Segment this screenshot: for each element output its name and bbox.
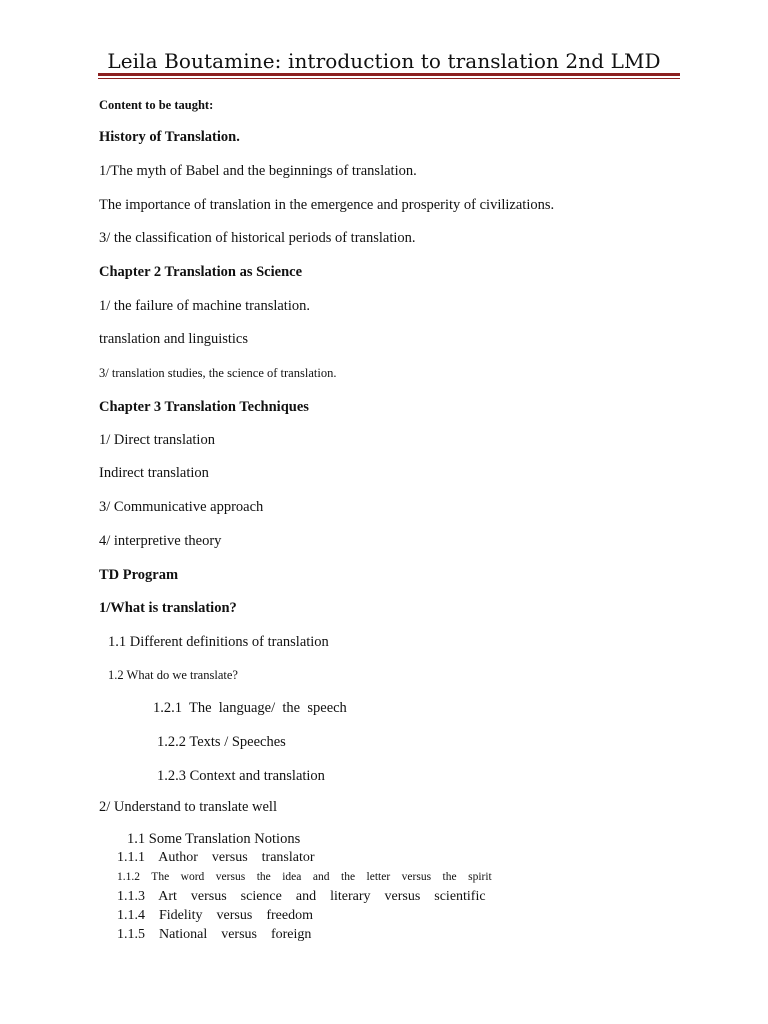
chapter3-heading: Chapter 3 Translation Techniques — [99, 399, 309, 415]
understand-heading: 2/ Understand to translate well — [99, 799, 277, 815]
chapter2-item-2: translation and linguistics — [99, 331, 249, 347]
national-foreign-item: 1.1.5 National versus foreign — [117, 927, 312, 942]
chapter2-item-1: 1/ the failure of machine translation. — [99, 298, 310, 314]
author-translator-item: 1.1.1 Author versus translator — [117, 850, 315, 865]
header-rule-thin — [98, 78, 680, 79]
chapter2-item-3: 3/ translation studies, the science of translation. — [99, 366, 337, 380]
what-translate-item: 1.2 What do we translate? — [108, 668, 238, 682]
header-rule-thick — [98, 73, 680, 76]
chapter2-heading: Chapter 2 Translation as Science — [99, 264, 303, 280]
history-item-1: 1/The myth of Babel and the beginnings of translation. — [99, 163, 417, 179]
history-item-3: 3/ the classification of historical periods of translation. — [99, 230, 416, 246]
word-idea-item: 1.1.2 The word versus the idea and the letter versus the spirit — [117, 871, 492, 883]
td-program-heading: TD Program — [99, 567, 179, 583]
definitions-item: 1.1 Different definitions of translation — [108, 634, 329, 650]
content-heading: Content to be taught: — [99, 98, 214, 112]
language-speech-item: 1.2.1 The language/ the speech — [153, 700, 347, 716]
chapter3-item-2: Indirect translation — [99, 465, 209, 481]
texts-speeches-item: 1.2.2 Texts / Speeches — [157, 734, 286, 750]
chapter3-item-1: 1/ Direct translation — [99, 432, 215, 448]
page-header-title: Leila Boutamine: introduction to translation 2nd LMD — [107, 49, 661, 73]
chapter3-item-3: 3/ Communicative approach — [99, 499, 264, 515]
history-heading: History of Translation. — [99, 129, 240, 145]
art-science-item: 1.1.3 Art versus science and literary versus scientific — [117, 889, 486, 904]
context-item: 1.2.3 Context and translation — [157, 768, 325, 784]
translation-notions-item: 1.1 Some Translation Notions — [127, 831, 301, 847]
history-item-2: The importance of translation in the emergence and prosperity of civilizations. — [99, 197, 555, 213]
what-is-translation-heading: 1/What is translation? — [99, 600, 237, 616]
fidelity-freedom-item: 1.1.4 Fidelity versus freedom — [117, 908, 313, 923]
chapter3-item-4: 4/ interpretive theory — [99, 533, 222, 549]
